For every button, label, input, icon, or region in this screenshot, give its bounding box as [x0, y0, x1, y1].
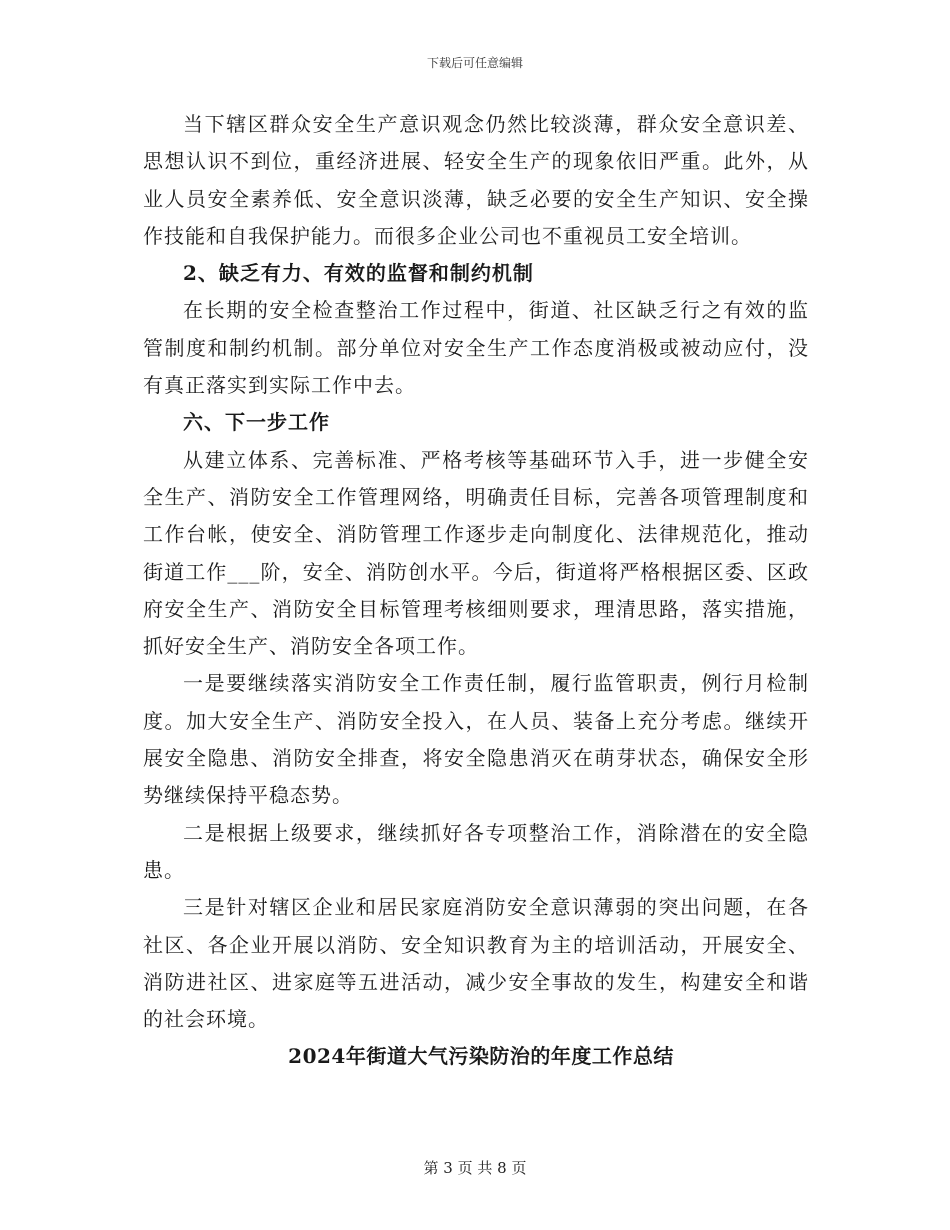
- document-body: [143, 106, 809, 1076]
- paragraph-second-point: 二是根据上级要求，继续抓好各专项整治工作，消除潜在的安全隐患。: [143, 820, 809, 882]
- document-title: 2024年街道大气污染防治的年度工作总结: [288, 1044, 674, 1069]
- paragraph-first-point: 一是要继续落实消防安全工作责任制，履行监管职责，例行月检制度。加大安全生产、消防安全投入，在人员、装备上充分考虑。继续开展安全隐患、消防安全排查，将安全隐患消灭在萌芽状态，确保安全形势继续保持平稳态势。: [143, 671, 809, 808]
- paragraph-awareness: 当下辖区群众安全生产意识观念仍然比较淡薄，群众安全意识差、思想认识不到位，重经济进展、轻安全生产的现象依旧严重。此外，从业人员安全素养低、安全意识淡薄，缺乏必要的安全生产知识、安全操作技能和自我保护能力。而很多企业公司也不重视员工安全培训。: [143, 112, 809, 248]
- paragraph-next-steps: 从建立体系、完善标准、严格考核等基础环节入手，进一步健全安全生产、消防安全工作管理网络，明确责任目标，完善各项管理制度和工作台帐，使安全、消防管理工作逐步走向制度化、法律规范化，推动街道工作___阶，安全、消防创水平。今后，街道将严格根据区委、区政府安全生产、消防安全目标管理考核细则要求，理清思路，落实措施，抓好安全生产、消防安全各项工作。: [143, 447, 809, 659]
- page-footer: 第 3 页 共 8 页: [423, 1159, 527, 1177]
- page-header: 下载后可任意编辑: [426, 56, 523, 70]
- paragraph-supervision: 在长期的安全检查整治工作过程中，街道、社区缺乏行之有效的监管制度和制约机制。部分单位对安全生产工作态度消极或被动应付，没有真正落实到实际工作中去。: [143, 298, 809, 398]
- section-heading-supervision: 2、缺乏有力、有效的监督和制约机制: [183, 261, 534, 286]
- paragraph-third-point: 三是针对辖区企业和居民家庭消防安全意识薄弱的突出问题，在各社区、各企业开展以消防、安全知识教育为主的培训活动，开展安全、消防进社区、进家庭等五进活动，减少安全事故的发生，构建安全和谐的社会环境。: [143, 895, 809, 1032]
- section-heading-next-steps: 六、下一步工作: [183, 410, 330, 435]
